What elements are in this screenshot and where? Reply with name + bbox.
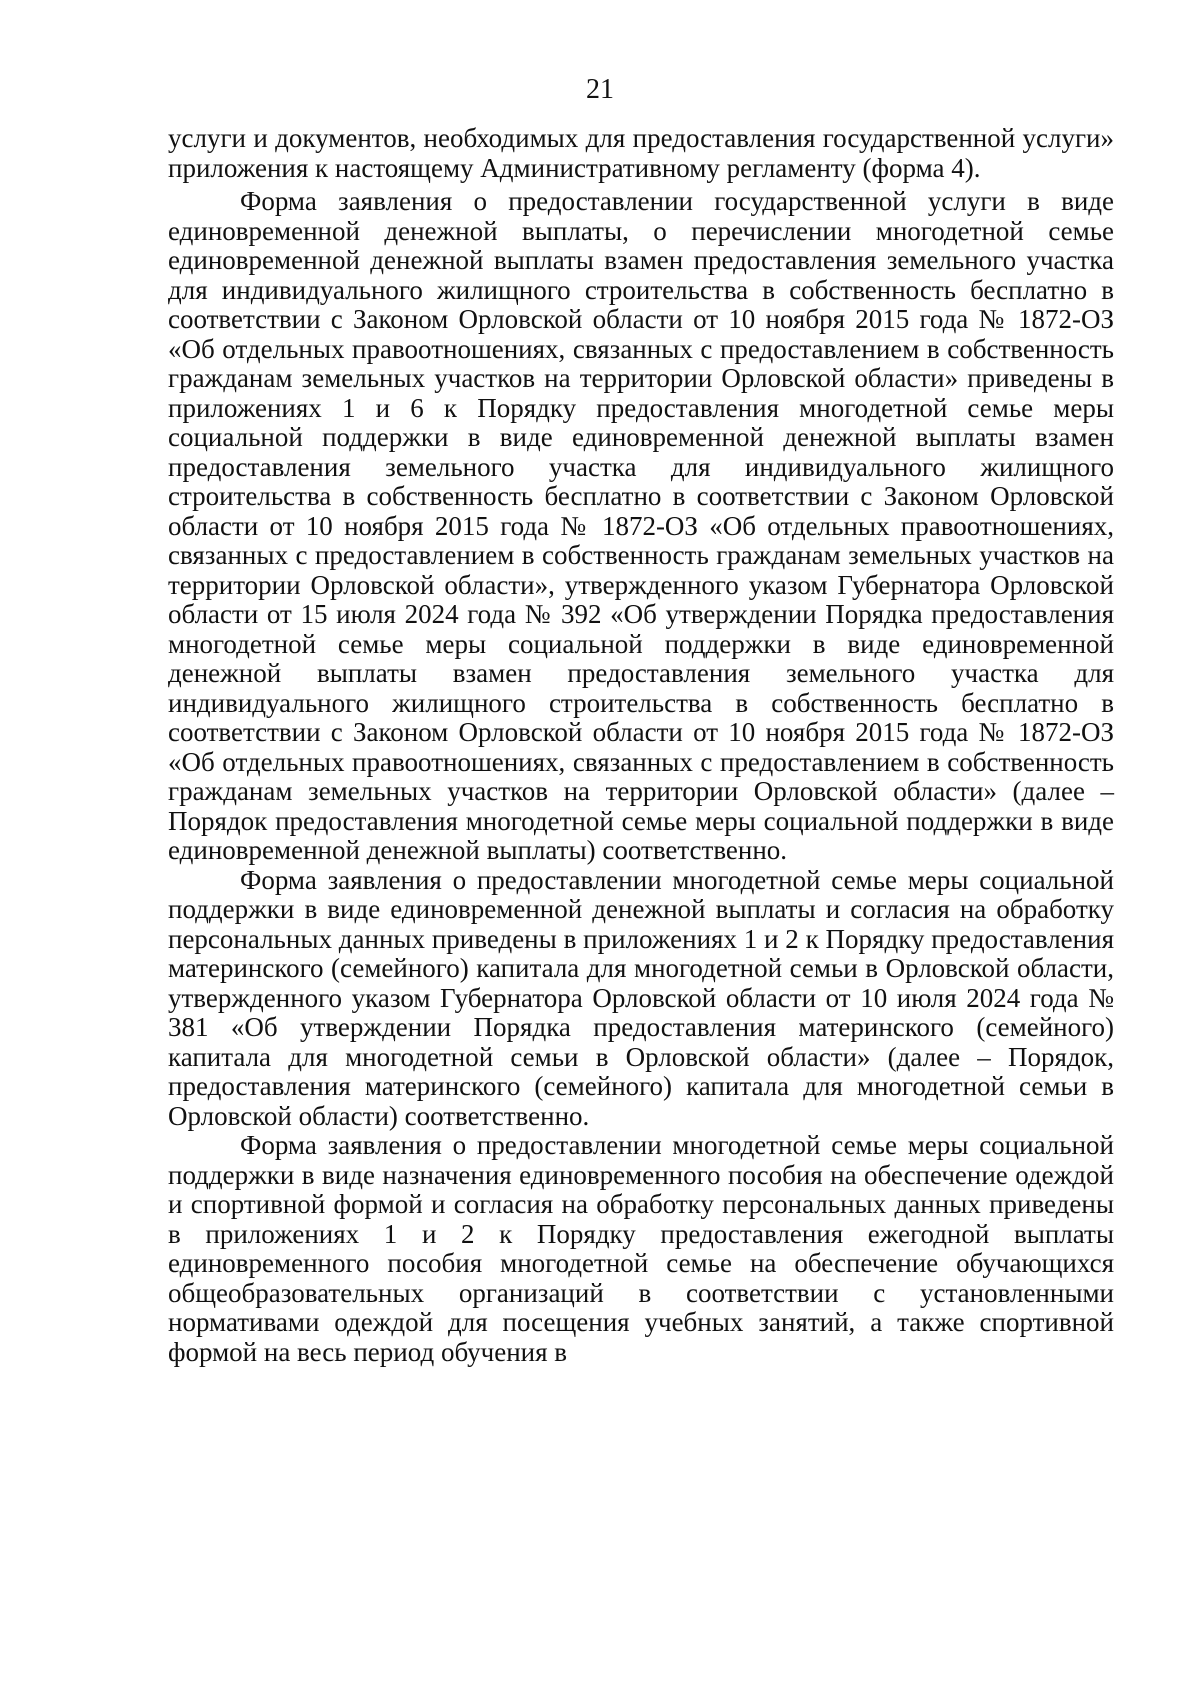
paragraph-form-maternity-capital: Форма заявления о предоставлении многодетной семье меры социальной поддержки в виде единовременной денежной выплаты и согласия на обработку персональных данных приведены в приложениях 1 и 2 к Порядку предоставления материнского (семейного) капитала для многодетной семьи в Орловской области, утвержденного указом Губернатора Орловской области от 10 июля 2024 года № 381 «Об утверждении Порядка предоставления материнского (семейного) капитала для многодетной семьи в Орловской области» (далее – Порядок, предоставления материнского (семейного) капитала для многодетной семьи в Орловской области) соответственно. (168, 864, 1114, 1131)
document-body (168, 124, 1114, 1367)
paragraph-form-clothing-allowance: Форма заявления о предоставлении многодетной семье меры социальной поддержки в виде назначения единовременного пособия на обеспечение одеждой и спортивной формой и согласия на обработку персональных данных приведены в приложениях 1 и 2 к Порядку предоставления ежегодной выплаты единовременного пособия многодетной семье на обеспечение обучающихся общеобразовательных организаций в соответствии с установленными нормативами одеждой для посещения учебных занятий, а также спортивной формой на весь период обучения в (168, 1130, 1114, 1367)
paragraph-continuation: услуги и документов, необходимых для предоставления государственной услуги» приложения к настоящему Административному регламенту (форма 4). (168, 123, 1114, 183)
paragraph-form-lump-sum-payment: Форма заявления о предоставлении государственной услуги в виде единовременной денежной выплаты, о перечислении многодетной семье единовременной денежной выплаты взамен предоставления земельного участка для индивидуального жилищного строительства в собственность бесплатно в соответствии с Законом Орловской области от 10 ноября 2015 года № 1872-ОЗ «Об отдельных правоотношениях, связанных с предоставлением в собственность гражданам земельных участков на территории Орловской области» приведены в приложениях 1 и 6 к Порядку предоставления многодетной семье меры социальной поддержки в виде единовременной денежной выплаты взамен предоставления земельного участка для индивидуального жилищного строительства в собственность бесплатно в соответствии с Законом Орловской области от 10 ноября 2015 года № 1872-ОЗ «Об отдельных правоотношениях, связанных с предоставлением в собственность гражданам земельных участков на территории Орловской области», утвержденного указом Губернатора Орловской области от 15 июля 2024 года № 392 «Об утверждении Порядка предоставления многодетной семье меры социальной поддержки в виде единовременной денежной выплаты взамен предоставления земельного участка для индивидуального жилищного строительства в собственность бесплатно в соответствии с Законом Орловской области от 10 ноября 2015 года № 1872-ОЗ «Об отдельных правоотношениях, связанных с предоставлением в собственность гражданам земельных участков на территории Орловской области» (далее – Порядок предоставления многодетной семье меры социальной поддержки в виде единовременной денежной выплаты) соответственно. (168, 186, 1114, 865)
page-number: 21 (586, 74, 614, 105)
